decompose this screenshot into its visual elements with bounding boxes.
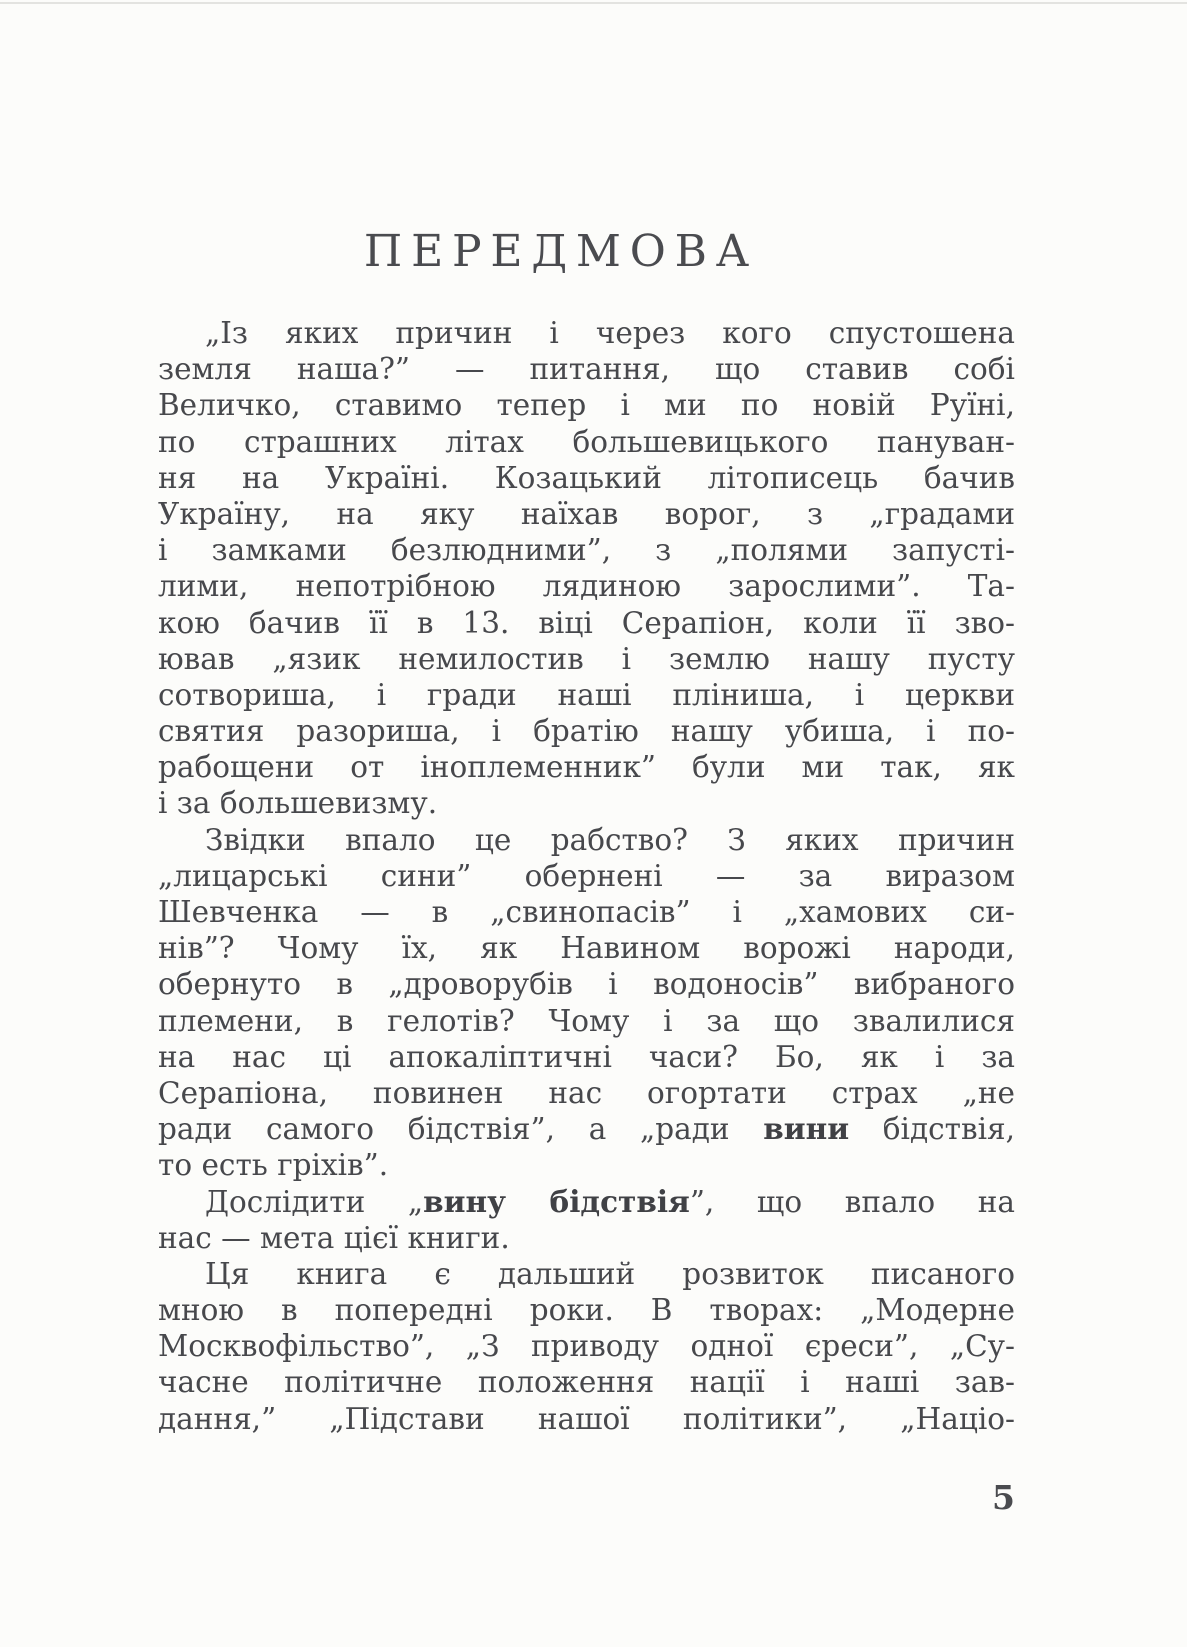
text-segment: Величко, ставимо тепер і ми по новій Руїні,	[158, 388, 1015, 423]
text-segment: Шевченка — в „свинопасів” і „хамових си-	[158, 895, 1015, 929]
text-line	[158, 1328, 1015, 1364]
text-segment: дання,” „Підстави нашої політики”, „Націо-	[158, 1401, 1015, 1436]
text-segment: то есть гріхів”.	[158, 1148, 389, 1183]
text-segment: бідствія,	[849, 1112, 1016, 1147]
text-line	[158, 1292, 1015, 1328]
text-line	[158, 894, 1015, 930]
text-line	[158, 1039, 1015, 1075]
text-segment: кою бачив її в 13. віці Серапіон, коли її зво-	[158, 605, 1015, 640]
text-segment: ював „язик немилостив і землю нашу пусту	[158, 641, 1015, 676]
text-segment: святия разориша, і братію нашу убиша, і по-	[158, 714, 1015, 749]
bold-emphasis: вини	[763, 1111, 850, 1147]
text-segment: на нас ці апокаліптичні часи? Бо, як і за	[158, 1039, 1015, 1074]
text-segment: Ця книга є дальший розвиток писаного	[205, 1256, 1015, 1291]
text-segment: обернуто в „дроворубів і водоносів” вибраного	[158, 967, 1015, 1002]
text-line	[158, 713, 1015, 749]
text-line	[158, 641, 1015, 677]
text-segment: лими, непотрібною лядиною зарослими”. Та-	[158, 569, 1015, 604]
text-segment: часне політичне положення нації і наші зав-	[158, 1365, 1015, 1400]
text-line	[158, 605, 1015, 641]
text-segment: „Із яких причин і через кого спустошена	[205, 316, 1015, 350]
text-line	[158, 387, 1015, 423]
text-line	[158, 496, 1015, 532]
text-line	[158, 1184, 1015, 1220]
text-line	[158, 930, 1015, 966]
text-line	[158, 966, 1015, 1002]
text-line	[158, 1364, 1015, 1400]
text-segment: „лицарські сини” обернені — за виразом	[158, 858, 1015, 893]
text-line	[158, 1147, 1015, 1183]
text-segment: нів”? Чому їх, як Навином ворожі народи,	[158, 931, 1015, 966]
bold-emphasis: вину бідствія	[423, 1183, 690, 1219]
text-segment: ня на Україні. Козацький літописець бачив	[158, 460, 1015, 495]
text-segment: Москвофільство”, „З приводу одної єреси”, „Су-	[158, 1329, 1015, 1364]
text-segment: Україну, на яку наїхав ворог, з „градами	[158, 496, 1015, 531]
text-line	[158, 424, 1015, 460]
scan-artifact-line	[0, 2, 1187, 4]
text-segment: мною в попередні роки. В творах: „Модерне	[158, 1293, 1015, 1328]
text-line	[158, 1111, 1015, 1147]
text-line	[158, 785, 1015, 821]
text-line	[158, 460, 1015, 496]
text-segment: племени, в гелотів? Чому і за що звалилися	[158, 1003, 1015, 1038]
page-number: 5	[992, 1478, 1015, 1517]
text-line	[158, 1220, 1015, 1256]
text-line	[158, 351, 1015, 387]
page-title: ПЕРЕДМОВА	[363, 226, 758, 277]
text-line	[158, 1003, 1015, 1039]
text-segment: ”, що впало на	[689, 1184, 1015, 1219]
body-text	[158, 315, 1015, 1437]
text-segment: Звідки впало це рабство? З яких причин	[205, 822, 1015, 857]
text-segment: і за большевизму.	[158, 786, 438, 821]
text-line	[158, 1256, 1015, 1292]
text-segment: сотвориша, і гради наші пліниша, і церкви	[158, 677, 1015, 712]
text-line	[158, 568, 1015, 604]
text-segment: земля наша?” — питання, що ставив собі	[158, 352, 1015, 387]
text-line	[158, 822, 1015, 858]
text-segment: і замками безлюдними”, з „полями запусті-	[158, 533, 1015, 568]
text-line	[158, 749, 1015, 785]
text-line	[158, 315, 1015, 351]
text-line	[158, 677, 1015, 713]
text-line	[158, 1401, 1015, 1437]
text-line	[158, 858, 1015, 894]
text-line	[158, 1075, 1015, 1111]
text-segment: Серапіона, повинен нас огортати страх „не	[158, 1075, 1015, 1110]
text-line	[158, 532, 1015, 568]
text-segment: ради самого бідствія”, а „ради	[158, 1112, 764, 1147]
text-segment: нас — мета цієї книги.	[158, 1220, 510, 1255]
text-segment: по страшних літах большевицького пануван-	[158, 424, 1015, 459]
text-segment: рабощени от іноплеменник” були ми так, як	[158, 750, 1015, 785]
text-segment: Дослідити „	[205, 1184, 424, 1219]
